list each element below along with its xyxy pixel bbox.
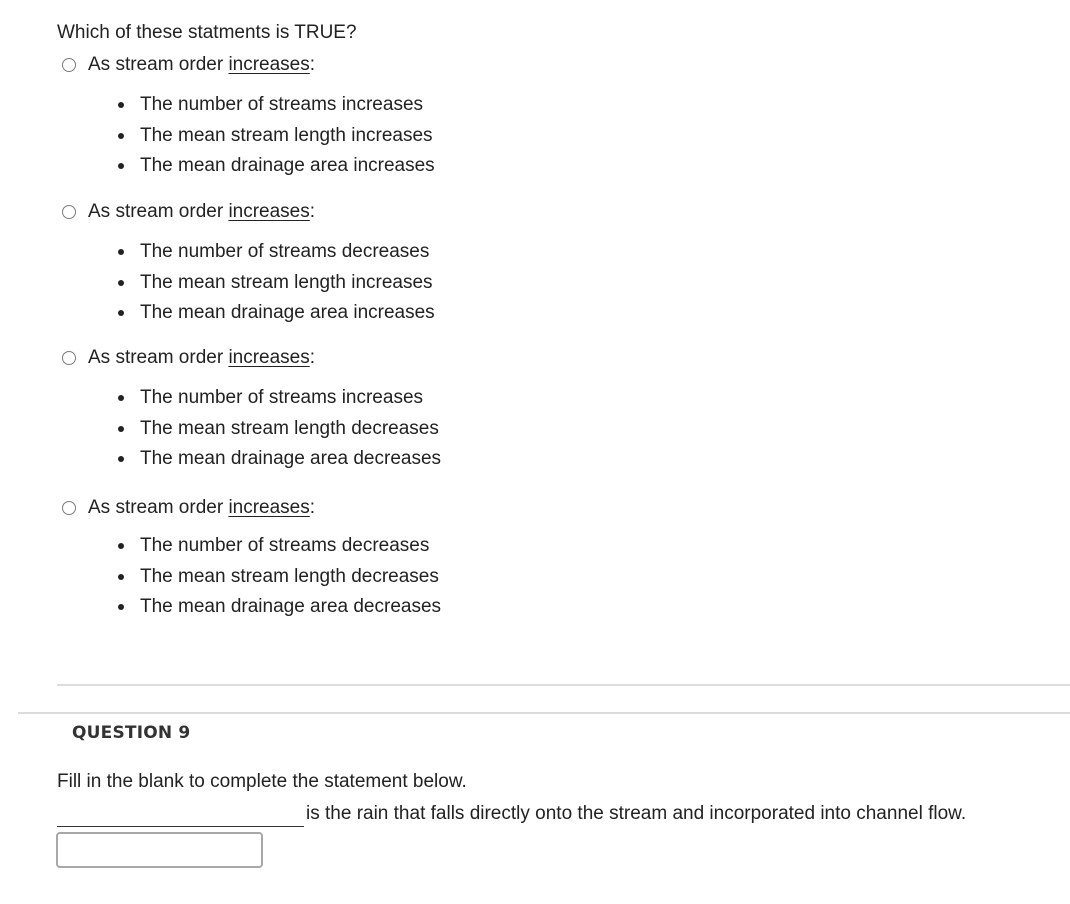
question-8-prompt: Which of these statments is TRUE? [57, 22, 357, 43]
bullet-item: The mean drainage area decreases [62, 594, 762, 625]
bullet-item: The number of streams decreases [62, 533, 762, 564]
statement-text: is the rain that falls directly onto the stream and incorporated into channel flow. [306, 803, 967, 824]
answer-option-1-label[interactable] [88, 52, 315, 78]
answer-option-4-head[interactable] [62, 495, 762, 521]
bullet-item: The mean stream length decreases [62, 564, 762, 595]
option-label-prefix: As stream order [88, 347, 229, 368]
bullet-item: The mean stream length increases [62, 270, 762, 301]
answer-input[interactable] [56, 832, 263, 868]
answer-option-1-head[interactable] [62, 52, 762, 78]
blank-line [57, 806, 304, 827]
answer-option-3 [62, 345, 762, 477]
bullet-item: The number of streams increases [62, 92, 762, 123]
option-label-underlined: increases [228, 347, 310, 368]
answer-option-4-bullets [62, 533, 762, 625]
answer-option-1-bullets [62, 92, 762, 184]
answer-option-2-label[interactable] [88, 199, 315, 225]
bullet-item: The mean drainage area decreases [62, 446, 762, 477]
option-label-prefix: As stream order [88, 497, 229, 518]
answer-option-3-bullets [62, 385, 762, 477]
bullet-item: The mean stream length decreases [62, 416, 762, 447]
radio-button-option-1[interactable] [62, 58, 76, 72]
answer-option-2-bullets [62, 239, 762, 331]
option-label-prefix: As stream order [88, 54, 229, 75]
option-label-prefix: As stream order [88, 201, 229, 222]
question-divider [18, 712, 1070, 714]
radio-button-option-4[interactable] [62, 501, 76, 515]
bullet-item: The mean drainage area increases [62, 300, 762, 331]
question-9-number: QUESTION 9 [72, 723, 191, 743]
bullet-item: The mean drainage area increases [62, 153, 762, 184]
option-label-suffix: : [309, 201, 316, 222]
option-label-suffix: : [309, 497, 316, 518]
answer-option-4 [62, 495, 762, 625]
answer-option-1 [62, 52, 762, 184]
answer-option-4-label[interactable] [88, 495, 315, 521]
radio-button-option-2[interactable] [62, 205, 76, 219]
radio-button-option-3[interactable] [62, 351, 76, 365]
answer-option-2-head[interactable] [62, 199, 762, 225]
question-9-instruction: Fill in the blank to complete the statement below. [57, 771, 467, 792]
answer-option-3-label[interactable] [88, 345, 315, 371]
option-label-suffix: : [309, 54, 316, 75]
bullet-item: The number of streams increases [62, 385, 762, 416]
answer-option-2 [62, 199, 762, 331]
question-9-statement [57, 801, 966, 827]
option-label-suffix: : [309, 347, 316, 368]
section-divider [57, 684, 1070, 686]
option-label-underlined: increases [228, 54, 310, 75]
option-label-underlined: increases [228, 497, 310, 518]
option-label-underlined: increases [228, 201, 310, 222]
bullet-item: The mean stream length increases [62, 123, 762, 154]
bullet-item: The number of streams decreases [62, 239, 762, 270]
answer-option-3-head[interactable] [62, 345, 762, 371]
